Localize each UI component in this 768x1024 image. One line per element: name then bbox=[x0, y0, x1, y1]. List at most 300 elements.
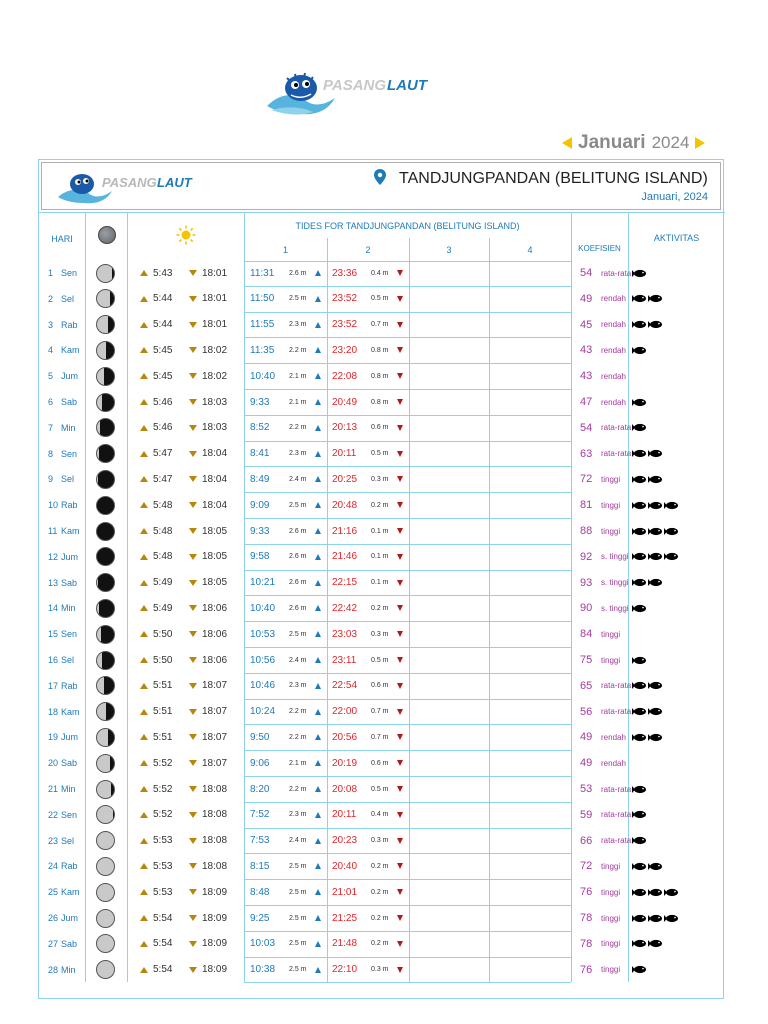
fish-icon bbox=[632, 320, 646, 329]
activity-fish bbox=[632, 776, 648, 802]
table-row bbox=[39, 312, 725, 338]
low-tide-marker-icon bbox=[397, 296, 403, 302]
day-name: Sen bbox=[61, 448, 78, 459]
fish-icon bbox=[632, 346, 646, 355]
low-tide-time: 21:01 bbox=[332, 886, 358, 898]
sunrise-time: 5:54 bbox=[153, 964, 173, 976]
day-number: 1 bbox=[48, 268, 54, 278]
high-tide-marker-icon bbox=[315, 580, 321, 586]
day-name: Min bbox=[61, 603, 76, 614]
sunset-time: 18:01 bbox=[202, 319, 228, 331]
low-tide-height: 0.8 m bbox=[371, 372, 389, 380]
fish-icon bbox=[648, 475, 662, 484]
fish-icon bbox=[632, 707, 646, 716]
high-tide-time: 10:38 bbox=[250, 964, 276, 976]
coefficient-value: 90 bbox=[580, 602, 593, 615]
tide-col-1: 1 bbox=[282, 245, 288, 255]
high-tide-time: 11:50 bbox=[250, 293, 275, 305]
day-name: Min bbox=[61, 784, 76, 794]
high-tide-time: 7:52 bbox=[250, 809, 270, 821]
sunrise-time: 5:46 bbox=[153, 422, 173, 434]
activity-fish bbox=[632, 595, 648, 621]
sunrise-arrow-icon bbox=[140, 425, 148, 431]
coefficient-value: 93 bbox=[580, 576, 593, 589]
low-tide-time: 20:25 bbox=[332, 473, 358, 485]
low-tide-height: 0.8 m bbox=[371, 346, 389, 354]
header-date: Januari, 2024 bbox=[641, 191, 708, 203]
activity-fish bbox=[632, 905, 680, 931]
fish-icon bbox=[632, 398, 646, 407]
fish-icon bbox=[632, 836, 646, 845]
high-tide-marker-icon bbox=[315, 528, 321, 534]
low-tide-time: 21:25 bbox=[332, 912, 358, 924]
fish-icon bbox=[648, 294, 662, 303]
sunrise-arrow-icon bbox=[140, 967, 148, 973]
high-tide-time: 7:53 bbox=[250, 835, 270, 847]
moon-phase-icon bbox=[96, 573, 115, 592]
coefficient-label: rata-rata bbox=[601, 707, 632, 717]
pasanglaut-small-logo-icon bbox=[56, 167, 226, 207]
low-tide-marker-icon bbox=[397, 863, 403, 869]
day-number: 6 bbox=[48, 397, 54, 407]
sunset-arrow-icon bbox=[189, 915, 197, 921]
day-name: Kam bbox=[61, 526, 80, 536]
day-number: 23 bbox=[48, 835, 59, 846]
sunrise-time: 5:53 bbox=[153, 860, 173, 872]
low-tide-time: 22:10 bbox=[332, 964, 358, 976]
activity-fish bbox=[632, 492, 680, 518]
coefficient-value: 45 bbox=[580, 318, 593, 331]
coefficient-value: 49 bbox=[580, 292, 593, 305]
day-number: 21 bbox=[48, 784, 59, 794]
low-tide-height: 0.8 m bbox=[371, 398, 389, 406]
coefficient-label: rendah bbox=[601, 732, 626, 742]
day-name: Sab bbox=[61, 758, 78, 769]
fish-icon bbox=[632, 888, 646, 897]
fish-icon bbox=[664, 527, 678, 536]
moon-phase-icon bbox=[96, 857, 115, 876]
high-tide-marker-icon bbox=[315, 709, 321, 715]
table-row bbox=[39, 802, 725, 828]
low-tide-marker-icon bbox=[397, 838, 403, 844]
fish-icon bbox=[648, 320, 662, 329]
next-month-arrow-icon[interactable] bbox=[695, 137, 705, 149]
fish-icon bbox=[664, 914, 678, 923]
coefficient-value: 59 bbox=[580, 808, 593, 821]
sunset-arrow-icon bbox=[189, 554, 197, 560]
activity-fish bbox=[632, 466, 664, 492]
sunrise-arrow-icon bbox=[140, 528, 148, 534]
sunrise-time: 5:53 bbox=[153, 835, 173, 847]
activity-fish bbox=[632, 260, 648, 286]
day-name: Rab bbox=[61, 680, 78, 691]
low-tide-marker-icon bbox=[397, 502, 403, 508]
high-tide-height: 2.2 m bbox=[289, 708, 307, 716]
sunrise-time: 5:48 bbox=[153, 525, 173, 537]
high-tide-marker-icon bbox=[315, 554, 321, 560]
table-row bbox=[39, 389, 725, 415]
coefficient-value: 65 bbox=[580, 679, 593, 692]
sunset-time: 18:07 bbox=[202, 757, 228, 769]
high-tide-height: 2.6 m bbox=[289, 553, 307, 561]
low-tide-time: 20:23 bbox=[332, 835, 358, 847]
high-tide-time: 9:33 bbox=[250, 396, 270, 408]
activity-fish bbox=[632, 312, 664, 338]
sunset-time: 18:07 bbox=[202, 731, 228, 743]
sunrise-arrow-icon bbox=[140, 863, 148, 869]
fish-icon bbox=[648, 939, 662, 948]
high-tide-time: 10:40 bbox=[250, 602, 276, 614]
low-tide-marker-icon bbox=[397, 683, 403, 689]
low-tide-time: 20:13 bbox=[332, 422, 358, 434]
sunrise-arrow-icon bbox=[140, 502, 148, 508]
day-name: Jum bbox=[61, 913, 79, 923]
fish-icon bbox=[632, 862, 646, 871]
high-tide-marker-icon bbox=[315, 631, 321, 637]
high-tide-marker-icon bbox=[315, 838, 321, 844]
low-tide-height: 0.2 m bbox=[371, 862, 389, 870]
high-tide-time: 8:15 bbox=[250, 860, 270, 872]
table-row bbox=[39, 466, 725, 492]
low-tide-marker-icon bbox=[397, 889, 403, 895]
svg-text:LAUT: LAUT bbox=[387, 77, 427, 94]
sunset-arrow-icon bbox=[189, 580, 197, 586]
tide-col-2: 2 bbox=[365, 245, 371, 255]
low-tide-marker-icon bbox=[397, 554, 403, 560]
high-tide-height: 2.5 m bbox=[289, 888, 307, 896]
sun-icon bbox=[176, 225, 196, 245]
moon-phase-icon bbox=[96, 496, 115, 515]
low-tide-marker-icon bbox=[397, 605, 403, 611]
low-tide-marker-icon bbox=[397, 786, 403, 792]
high-tide-marker-icon bbox=[315, 915, 321, 921]
low-tide-height: 0.5 m bbox=[371, 295, 389, 303]
sunset-arrow-icon bbox=[189, 786, 197, 792]
table-row bbox=[39, 647, 725, 673]
fish-icon bbox=[632, 269, 646, 278]
low-tide-marker-icon bbox=[397, 270, 403, 276]
day-number: 22 bbox=[48, 809, 59, 820]
moon-phase-icon bbox=[96, 676, 115, 695]
table-row bbox=[39, 544, 725, 570]
day-name: Min bbox=[61, 964, 76, 975]
table-row bbox=[39, 724, 725, 750]
fish-icon bbox=[648, 888, 662, 897]
coefficient-label: tinggi bbox=[601, 939, 621, 949]
high-tide-marker-icon bbox=[315, 270, 321, 276]
sunset-time: 18:09 bbox=[202, 912, 228, 924]
fish-icon bbox=[632, 449, 646, 458]
sunrise-time: 5:45 bbox=[153, 344, 173, 356]
activity-fish bbox=[632, 673, 664, 699]
coefficient-value: 54 bbox=[580, 267, 593, 279]
moon-phase-icon bbox=[96, 728, 115, 747]
sunrise-arrow-icon bbox=[140, 838, 148, 844]
coefficient-label: rendah bbox=[601, 758, 626, 768]
day-number: 17 bbox=[48, 680, 59, 691]
activity-fish bbox=[632, 828, 648, 854]
activity-fish bbox=[632, 337, 648, 363]
table-row bbox=[39, 286, 725, 312]
row-divider bbox=[244, 982, 571, 983]
sunset-arrow-icon bbox=[189, 734, 197, 740]
fish-icon bbox=[632, 810, 646, 819]
activity-fish bbox=[632, 724, 664, 750]
high-tide-time: 9:50 bbox=[250, 731, 270, 743]
high-tide-time: 10:56 bbox=[250, 654, 276, 666]
coefficient-label: rendah bbox=[601, 345, 626, 355]
sunrise-time: 5:47 bbox=[153, 448, 173, 460]
sunset-time: 18:06 bbox=[202, 628, 228, 640]
high-tide-time: 9:06 bbox=[250, 757, 270, 769]
sunrise-time: 5:49 bbox=[153, 577, 173, 589]
fish-icon bbox=[664, 888, 678, 897]
fish-icon bbox=[632, 552, 646, 561]
low-tide-time: 20:48 bbox=[332, 499, 358, 511]
low-tide-time: 20:11 bbox=[332, 448, 357, 460]
low-tide-height: 0.7 m bbox=[371, 733, 389, 741]
pasanglaut-logo-icon bbox=[265, 66, 460, 118]
header-logo[interactable] bbox=[56, 167, 226, 207]
table-row bbox=[39, 415, 725, 441]
coefficient-value: 72 bbox=[580, 860, 593, 873]
coefficient-label: tinggi bbox=[601, 500, 621, 510]
high-tide-marker-icon bbox=[315, 476, 321, 482]
coefficient-label: tinggi bbox=[601, 474, 621, 484]
day-name: Sen bbox=[61, 629, 78, 640]
fish-icon bbox=[648, 449, 662, 458]
day-name: Sel bbox=[61, 474, 75, 485]
fish-icon bbox=[648, 862, 662, 871]
coefficient-label: tinggi bbox=[601, 965, 621, 975]
coefficient-label: tinggi bbox=[601, 913, 621, 923]
coefficient-label: rendah bbox=[601, 320, 626, 330]
sunrise-time: 5:52 bbox=[153, 757, 173, 769]
coefficient-value: 84 bbox=[580, 628, 593, 641]
high-tide-marker-icon bbox=[315, 373, 321, 379]
day-number: 25 bbox=[48, 887, 59, 898]
fish-icon bbox=[632, 785, 646, 794]
high-tide-height: 2.6 m bbox=[289, 527, 307, 535]
table-row bbox=[39, 621, 725, 647]
high-tide-time: 10:03 bbox=[250, 938, 276, 950]
moon-phase-icon bbox=[96, 651, 115, 670]
coefficient-label: rata-rata bbox=[601, 810, 632, 820]
sunset-arrow-icon bbox=[189, 760, 197, 766]
high-tide-marker-icon bbox=[315, 399, 321, 405]
moon-phase-icon bbox=[96, 599, 115, 618]
low-tide-height: 0.6 m bbox=[371, 682, 389, 690]
low-tide-height: 0.7 m bbox=[371, 708, 389, 716]
sunrise-arrow-icon bbox=[140, 373, 148, 379]
low-tide-marker-icon bbox=[397, 451, 403, 457]
day-name: Sab bbox=[61, 397, 78, 407]
frame-header bbox=[41, 162, 721, 210]
fish-icon bbox=[632, 939, 646, 948]
low-tide-marker-icon bbox=[397, 322, 403, 328]
coefficient-label: tinggi bbox=[601, 861, 621, 871]
fish-icon bbox=[648, 527, 662, 536]
high-tide-height: 2.5 m bbox=[289, 940, 307, 948]
coefficient-value: 72 bbox=[580, 473, 593, 486]
fish-icon bbox=[648, 914, 662, 923]
activity-fish bbox=[632, 415, 648, 441]
low-tide-height: 0.3 m bbox=[371, 837, 389, 845]
activity-fish bbox=[632, 802, 648, 828]
day-name: Kam bbox=[61, 887, 80, 898]
coefficient-value: 78 bbox=[580, 912, 593, 924]
low-tide-time: 21:16 bbox=[332, 525, 358, 537]
day-number: 5 bbox=[48, 371, 54, 382]
low-tide-time: 20:11 bbox=[332, 809, 357, 821]
high-tide-height: 2.2 m bbox=[289, 785, 307, 793]
top-logo[interactable] bbox=[265, 66, 460, 118]
sunset-arrow-icon bbox=[189, 399, 197, 405]
day-number: 24 bbox=[48, 861, 59, 872]
high-tide-marker-icon bbox=[315, 425, 321, 431]
table-row bbox=[39, 750, 725, 776]
sunset-time: 18:08 bbox=[202, 835, 228, 847]
high-tide-marker-icon bbox=[315, 941, 321, 947]
sunrise-arrow-icon bbox=[140, 941, 148, 947]
table-row bbox=[39, 673, 725, 699]
coefficient-label: tinggi bbox=[601, 526, 621, 536]
coefficient-label: rata-rata bbox=[601, 449, 632, 459]
coefficient-label: rata-rata bbox=[601, 268, 632, 278]
fish-icon bbox=[632, 733, 646, 742]
sunrise-arrow-icon bbox=[140, 631, 148, 637]
location-pin-icon bbox=[374, 169, 386, 185]
activity-fish bbox=[632, 441, 664, 467]
year-name: 2024 bbox=[651, 133, 690, 152]
high-tide-height: 2.6 m bbox=[289, 579, 307, 587]
low-tide-time: 20:08 bbox=[332, 783, 358, 795]
sunrise-arrow-icon bbox=[140, 399, 148, 405]
high-tide-time: 11:35 bbox=[250, 344, 275, 356]
tides-title: TIDES FOR TANDJUNGPANDAN (BELITUNG ISLAND) bbox=[295, 221, 520, 231]
coefficient-value: 49 bbox=[580, 757, 593, 770]
table-row bbox=[39, 595, 725, 621]
sunrise-arrow-icon bbox=[140, 451, 148, 457]
day-name: Sab bbox=[61, 938, 78, 949]
table-row bbox=[39, 518, 725, 544]
low-tide-marker-icon bbox=[397, 915, 403, 921]
coefficient-label: tinggi bbox=[601, 629, 621, 639]
day-name: Sen bbox=[61, 268, 78, 278]
sunrise-time: 5:45 bbox=[153, 370, 173, 382]
fish-icon bbox=[632, 604, 646, 613]
high-tide-height: 2.2 m bbox=[289, 346, 307, 354]
sunset-arrow-icon bbox=[189, 838, 197, 844]
moon-phase-icon bbox=[96, 934, 115, 953]
moon-phase-icon bbox=[96, 883, 115, 902]
low-tide-time: 23:52 bbox=[332, 319, 358, 331]
high-tide-height: 2.5 m bbox=[289, 295, 307, 303]
moon-phase-icon bbox=[96, 831, 115, 850]
low-tide-marker-icon bbox=[397, 734, 403, 740]
low-tide-time: 23:11 bbox=[332, 654, 357, 666]
sunset-time: 18:02 bbox=[202, 344, 228, 356]
table-row bbox=[39, 337, 725, 363]
fish-icon bbox=[632, 527, 646, 536]
coefficient-value: 88 bbox=[580, 525, 593, 537]
moon-phase-icon bbox=[96, 264, 115, 283]
sunset-time: 18:09 bbox=[202, 886, 228, 898]
fish-icon bbox=[632, 294, 646, 303]
coefficient-label: tinggi bbox=[601, 887, 621, 897]
moon-phase-icon bbox=[96, 289, 115, 308]
low-tide-time: 21:48 bbox=[332, 938, 358, 950]
sunrise-time: 5:52 bbox=[153, 809, 173, 821]
sunset-time: 18:08 bbox=[202, 809, 228, 821]
day-number: 20 bbox=[48, 758, 59, 769]
sunrise-time: 5:54 bbox=[153, 912, 173, 924]
sunrise-time: 5:49 bbox=[153, 602, 173, 614]
coefficient-value: 78 bbox=[580, 937, 593, 950]
activity-fish bbox=[632, 286, 664, 312]
fish-icon bbox=[632, 423, 646, 432]
high-tide-marker-icon bbox=[315, 347, 321, 353]
coefficient-label: rendah bbox=[601, 397, 626, 407]
table-row bbox=[39, 570, 725, 596]
moon-phase-icon bbox=[96, 625, 115, 644]
sunrise-arrow-icon bbox=[140, 554, 148, 560]
low-tide-time: 20:40 bbox=[332, 860, 358, 872]
high-tide-time: 10:46 bbox=[250, 680, 276, 692]
day-name: Kam bbox=[61, 706, 80, 717]
low-tide-marker-icon bbox=[397, 709, 403, 715]
day-name: Jum bbox=[61, 732, 79, 743]
sunset-arrow-icon bbox=[189, 296, 197, 302]
coefficient-label: s. tinggi bbox=[601, 603, 629, 613]
sunset-arrow-icon bbox=[189, 322, 197, 328]
coefficient-value: 92 bbox=[580, 550, 593, 563]
moon-phase-icon bbox=[96, 315, 115, 334]
fish-icon bbox=[664, 552, 678, 561]
sunrise-time: 5:50 bbox=[153, 628, 173, 640]
tide-col-3: 3 bbox=[446, 245, 452, 255]
fish-icon bbox=[648, 578, 662, 587]
high-tide-height: 2.3 m bbox=[289, 321, 307, 329]
sunset-time: 18:09 bbox=[202, 964, 228, 976]
low-tide-time: 22:54 bbox=[332, 680, 358, 692]
tide-table-frame bbox=[38, 159, 724, 999]
low-tide-height: 0.6 m bbox=[371, 759, 389, 767]
high-tide-time: 10:24 bbox=[250, 706, 276, 718]
low-tide-marker-icon bbox=[397, 373, 403, 379]
location-title: TANDJUNGPANDAN (BELITUNG ISLAND) bbox=[399, 170, 708, 187]
col-hari: HARI bbox=[51, 234, 73, 244]
moon-phase-icon bbox=[96, 805, 115, 824]
day-name: Min bbox=[61, 422, 76, 433]
day-name: Sel bbox=[61, 655, 75, 665]
activity-fish bbox=[632, 518, 680, 544]
high-tide-height: 2.2 m bbox=[289, 424, 307, 432]
divider bbox=[39, 212, 725, 213]
table-row bbox=[39, 879, 725, 905]
low-tide-marker-icon bbox=[397, 425, 403, 431]
prev-month-arrow-icon[interactable] bbox=[562, 137, 572, 149]
high-tide-time: 9:25 bbox=[250, 912, 270, 924]
low-tide-marker-icon bbox=[397, 967, 403, 973]
sunset-time: 18:07 bbox=[202, 706, 228, 718]
low-tide-marker-icon bbox=[397, 476, 403, 482]
high-tide-marker-icon bbox=[315, 657, 321, 663]
activity-fish bbox=[632, 957, 648, 983]
month-name: Januari bbox=[578, 132, 646, 153]
high-tide-marker-icon bbox=[315, 967, 321, 973]
high-tide-marker-icon bbox=[315, 889, 321, 895]
